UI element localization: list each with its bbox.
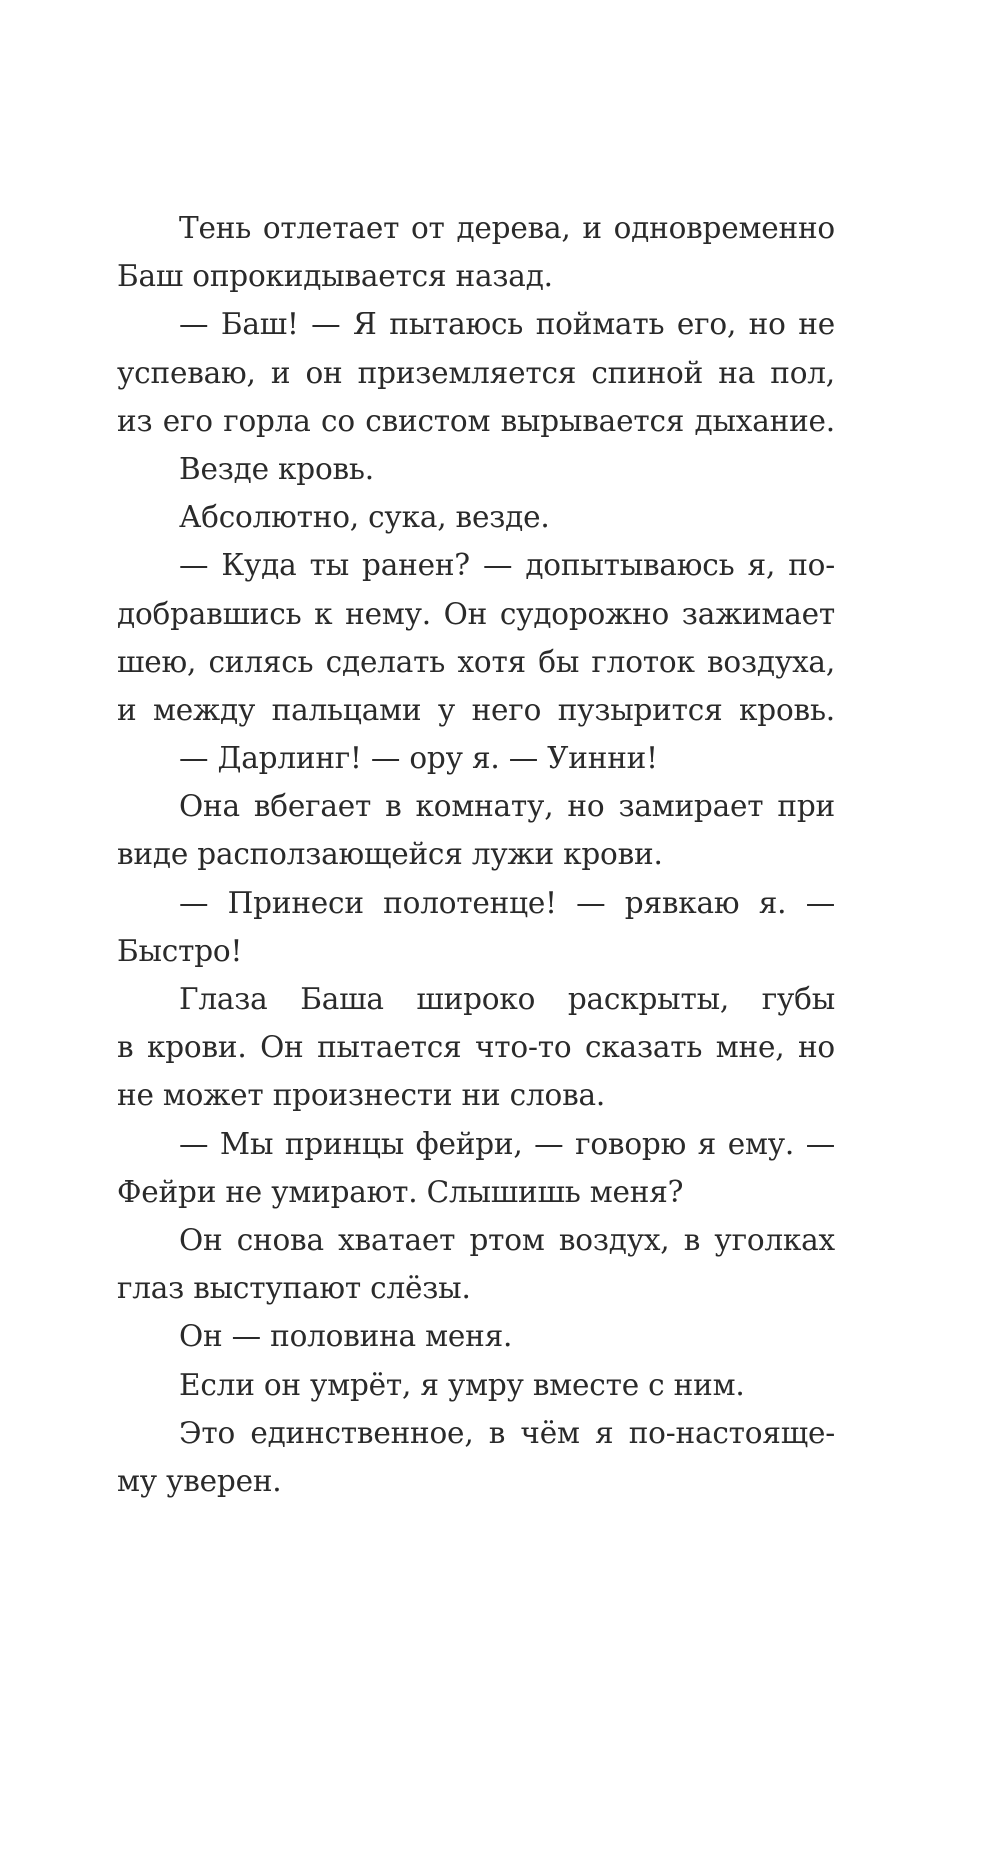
text-line: глаз выступают слёзы. [117,1271,471,1306]
text-line: шею, силясь сделать хотя бы глоток воздуха, [117,644,835,679]
text-line: Она вбегает в комнату, но замирает при [179,789,835,824]
text-line: в крови. Он пытается что-то сказать мне, но [117,1030,835,1065]
text-line: Он снова хватает ртом воздух, в уголках [179,1222,835,1257]
text-line: — Принеси полотенце! — рявкаю я. — [179,885,835,920]
text-line: Быстро! [117,933,243,968]
text-line: добравшись к нему. Он судорожно зажимает [117,596,835,631]
text-line: успеваю, и он приземляется спиной на пол, [117,355,835,390]
text-line: Абсолютно, сука, везде. [179,500,550,535]
text-line: и между пальцами у него пузырится кровь. [117,692,835,727]
text-line: Если он умрёт, я умру вместе с ним. [179,1367,745,1402]
page-text [117,204,835,1505]
text-line: Это единственное, в чём я по-настояще- [179,1415,835,1450]
text-line: Тень отлетает от дерева, и одновременно [179,211,835,245]
text-line: Везде кровь. [179,451,374,486]
text-line: му уверен. [117,1463,282,1498]
text-line: Фейри не умирают. Слышишь меня? [117,1174,684,1209]
text-line: из его горла со свистом вырывается дыхание. [117,403,835,438]
text-line: — Баш! — Я пытаюсь поймать его, но не [179,307,835,342]
text-line: виде расползающейся лужи крови. [117,837,663,872]
text-line: — Дарлинг! — ору я. — Уинни! [179,741,658,776]
text-line: — Куда ты ранен? — допытываюсь я, по- [179,548,835,583]
text-line: Глаза Баша широко раскрыты, губы [179,982,835,1016]
text-line: Он — половина меня. [179,1319,513,1354]
text-line: не может произнести ни слова. [117,1078,606,1113]
text-line: — Мы принцы фейри, — говорю я ему. — [179,1126,835,1161]
text-line: Баш опрокидывается назад. [117,259,553,294]
